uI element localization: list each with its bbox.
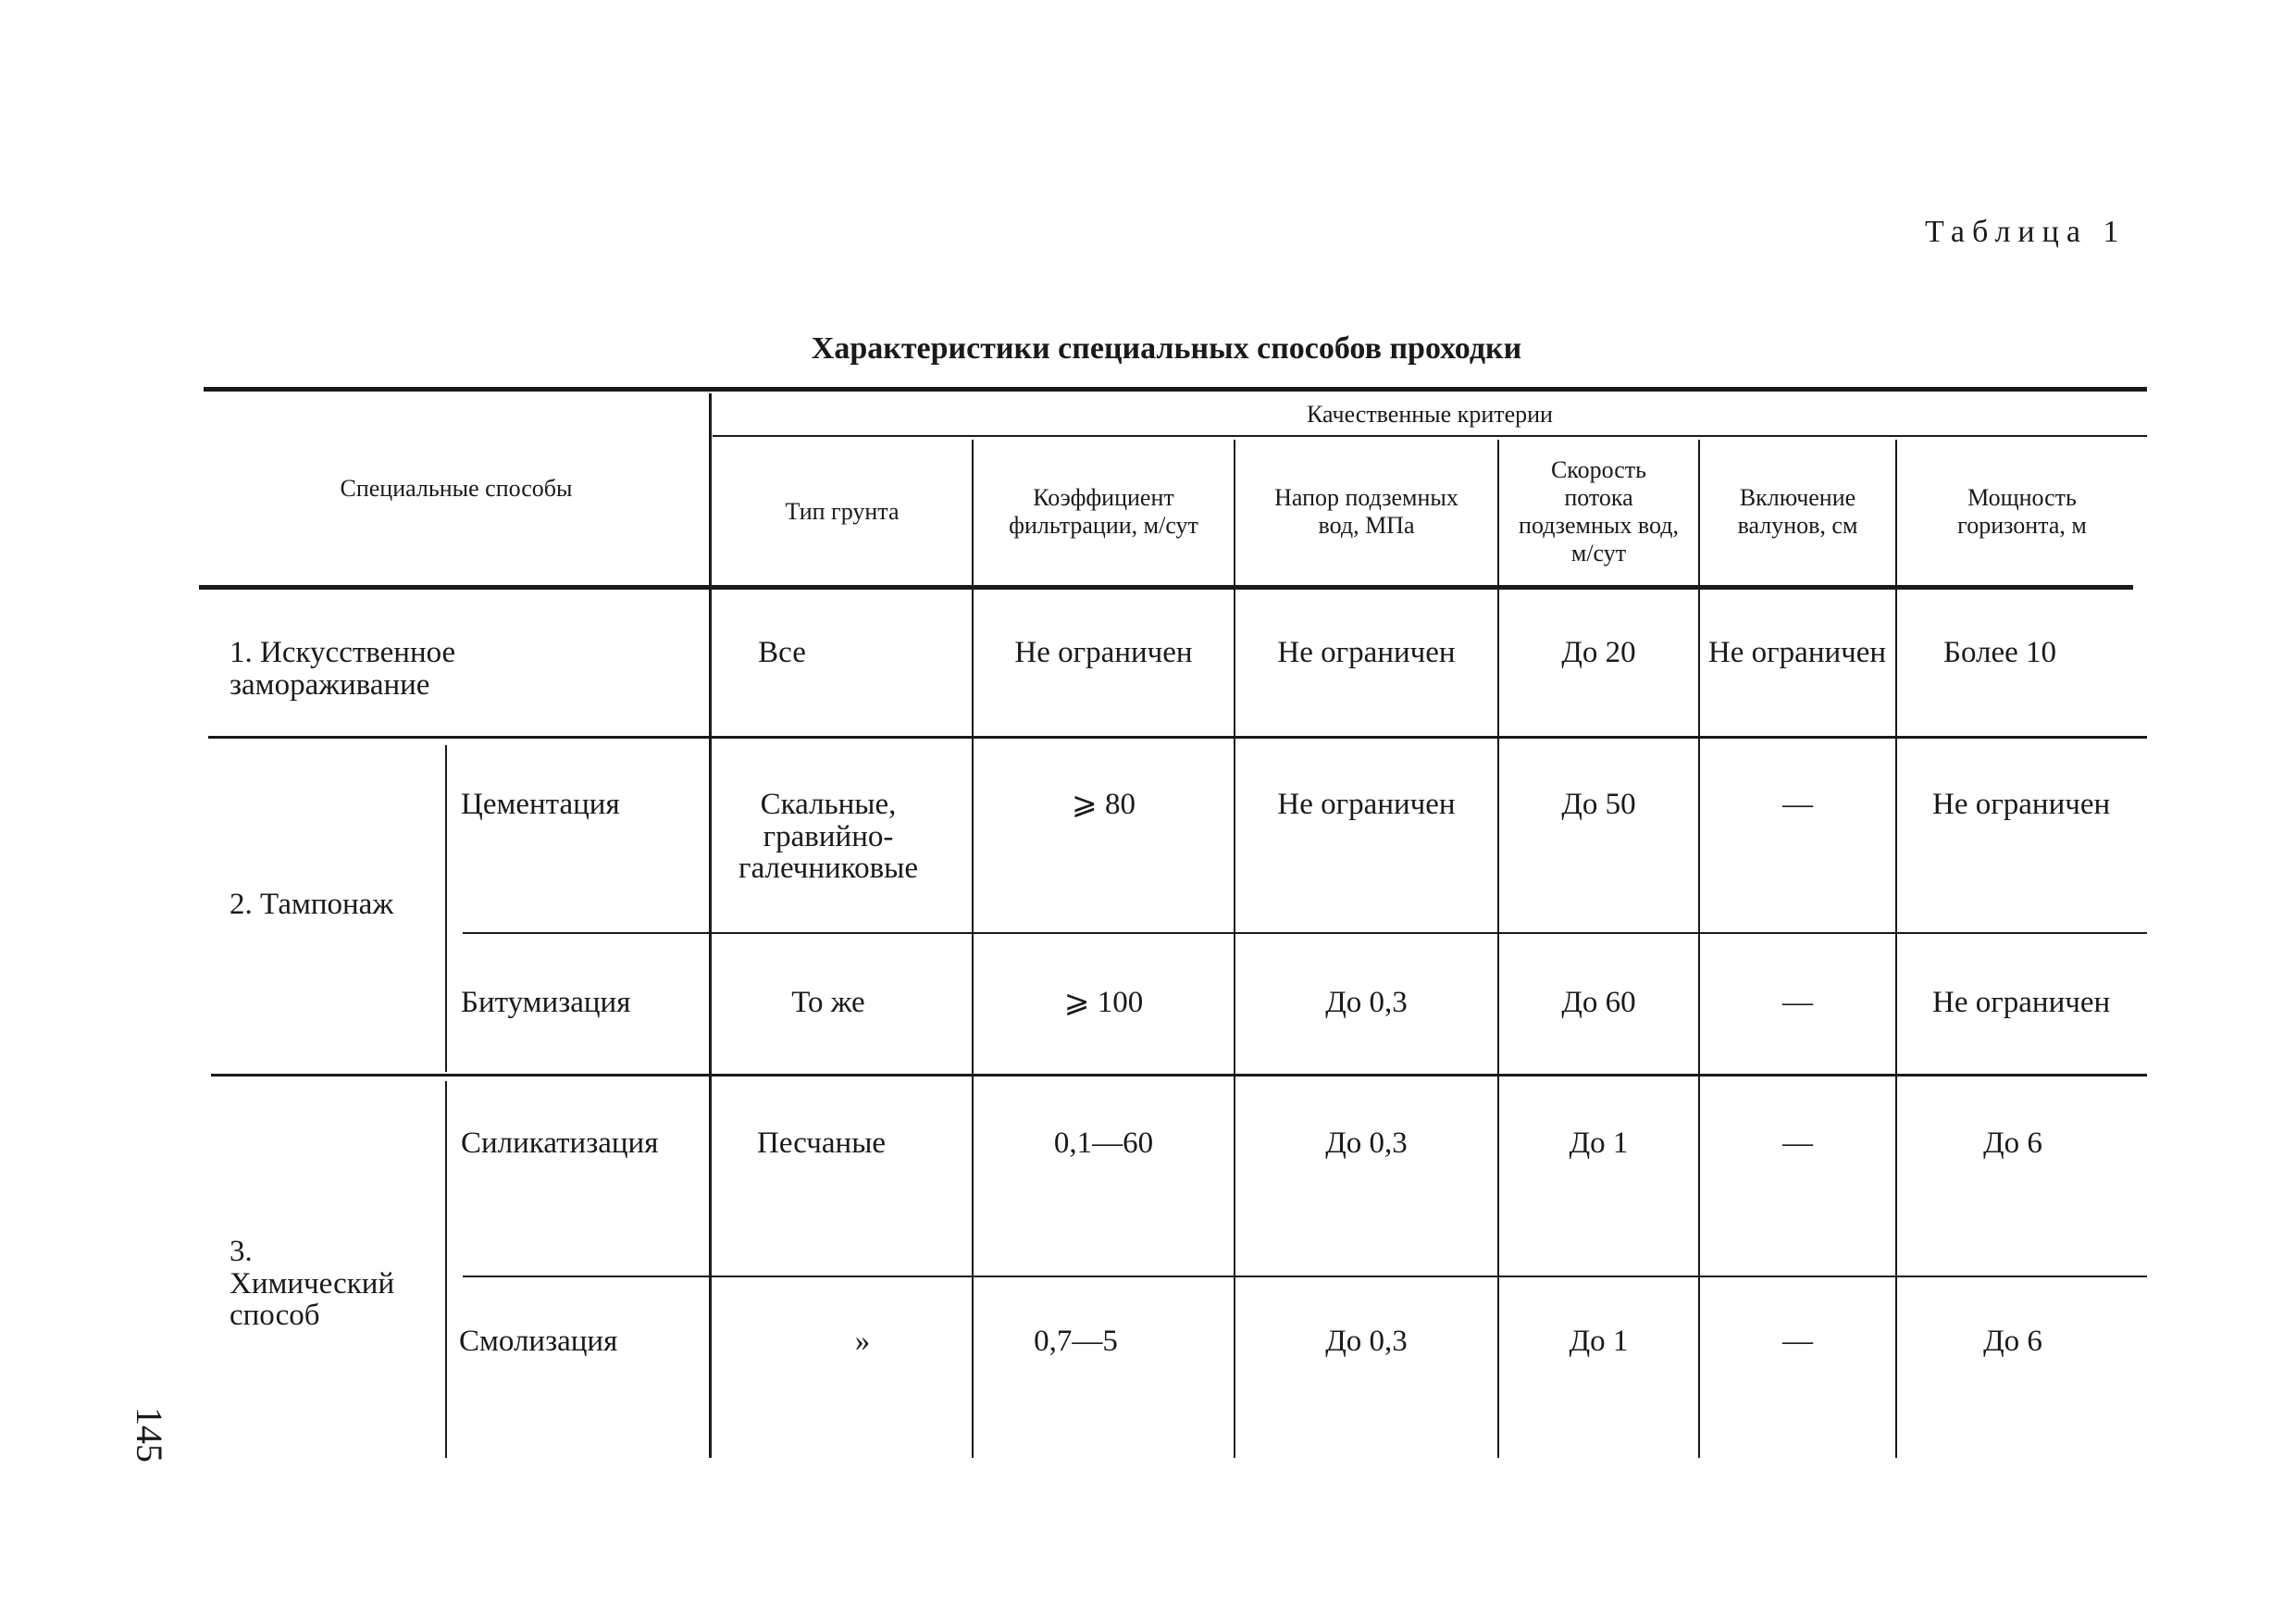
row-bitumen-boulders: — <box>1782 986 1813 1019</box>
header-pressure: Напор подземных вод, МПа <box>1274 484 1458 539</box>
subgroup-divider-chemical <box>445 1081 447 1458</box>
subgroup-divider-grouting <box>445 745 447 1072</box>
header-methods: Специальные способы <box>340 474 573 502</box>
header-boulders: Включение валунов, см <box>1737 484 1858 539</box>
row-freezing-pressure: Не ограничен <box>1277 636 1456 669</box>
row-freezing-flow: До 20 <box>1561 636 1636 669</box>
row-resin-flow: До 1 <box>1569 1325 1629 1358</box>
row-resin-soil: » <box>854 1325 871 1358</box>
page-number: 145 <box>129 1407 170 1462</box>
row-freezing-boulders: Не ограничен <box>1707 636 1887 669</box>
row-freezing-method: 1. Искусственное замораживание <box>230 636 456 702</box>
table-top-rule <box>204 387 2147 392</box>
row-resin-method: Смолизация <box>459 1325 618 1358</box>
row-silication-filtration: 0,1—60 <box>1053 1126 1154 1160</box>
row-silication-soil: Песчаные <box>757 1126 887 1160</box>
col-divider-4 <box>1698 440 1700 1458</box>
row-silication-boulders: — <box>1782 1126 1813 1160</box>
row-cementation-soil: Скальные, гравийно-галечниковые <box>738 788 918 886</box>
header-bottom-rule <box>199 585 2133 590</box>
row-cementation-filtration: ⩾ 80 <box>1072 788 1136 821</box>
table-label: Таблица 1 <box>1925 215 2127 249</box>
row-silication-flow: До 1 <box>1569 1126 1629 1160</box>
header-filtration: Коэффициент фильтрации, м/сут <box>1009 484 1198 539</box>
col-divider-2 <box>1234 440 1235 1458</box>
header-criteria: Качественные критерии <box>1307 400 1553 428</box>
row-bitumen-flow: До 60 <box>1561 986 1636 1019</box>
row-resin-boulders: — <box>1782 1325 1813 1358</box>
row-bitumen-method: Битумизация <box>461 986 631 1019</box>
row1-bottom-rule <box>208 736 2147 739</box>
row2a-bottom-rule <box>463 932 2147 934</box>
row-freezing-soil: Все <box>758 636 806 669</box>
row-bitumen-pressure: До 0,3 <box>1325 986 1408 1019</box>
row-silication-pressure: До 0,3 <box>1325 1126 1408 1160</box>
header-thickness: Мощность горизонта, м <box>1957 484 2087 539</box>
header-soil-type: Тип грунта <box>785 498 900 526</box>
row-bitumen-filtration: ⩾ 100 <box>1063 986 1144 1019</box>
row-bitumen-soil: То же <box>791 986 865 1019</box>
row-resin-filtration: 0,7—5 <box>1034 1325 1118 1358</box>
row-cementation-thickness: Не ограничен <box>1932 788 2111 821</box>
header-flow-speed: Скорость потока подземных вод, м/сут <box>1519 456 1679 566</box>
row-freezing-thickness: Более 10 <box>1943 636 2057 669</box>
row3a-bottom-rule <box>463 1276 2147 1277</box>
row-chemical-group: 3. Химический способ <box>230 1235 395 1333</box>
row-cementation-method: Цементация <box>461 788 620 821</box>
row-cementation-flow: До 50 <box>1561 788 1636 821</box>
row-bitumen-thickness: Не ограничен <box>1932 986 2111 1019</box>
col-divider-1 <box>972 440 974 1458</box>
row-cementation-pressure: Не ограничен <box>1277 788 1456 821</box>
row-grouting-group: 2. Тампонаж <box>230 888 394 922</box>
row-silication-thickness: До 6 <box>1983 1126 2042 1160</box>
row-silication-method: Силикатизация <box>461 1126 659 1160</box>
row-freezing-filtration: Не ограничен <box>1014 636 1193 669</box>
row-cementation-boulders: — <box>1782 788 1813 821</box>
criteria-rule <box>713 435 2147 437</box>
row-resin-pressure: До 0,3 <box>1325 1325 1408 1358</box>
table-title: Характеристики специальных способов проходки <box>811 331 1522 366</box>
row-resin-thickness: До 6 <box>1983 1325 2042 1358</box>
col-divider-3 <box>1497 440 1499 1458</box>
row2-bottom-rule <box>211 1074 2147 1077</box>
col-divider-5 <box>1895 440 1897 1458</box>
col-divider-methods <box>709 393 712 1458</box>
